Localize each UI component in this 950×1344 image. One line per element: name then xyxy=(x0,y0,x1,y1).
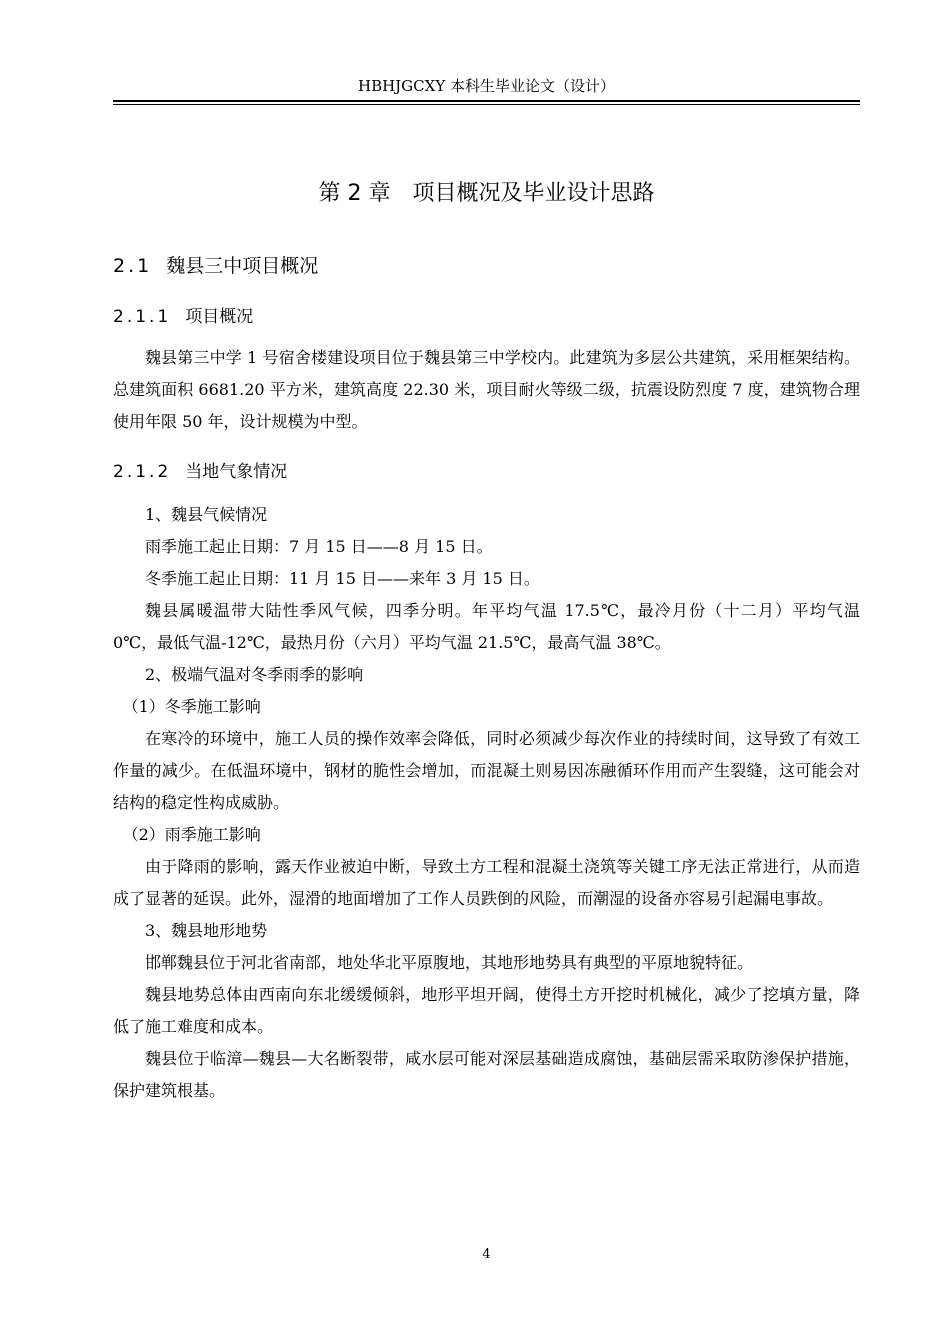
section-heading-2-1 xyxy=(113,253,318,279)
paragraph: 在寒冷的环境中，施工人员的操作效率会降低，同时必须减少每次作业的持续时间，这导致了有效工作量的减少。在低温环境中，钢材的脆性会增加，而混凝土则易因冻融循环作用而产生裂缝，这可能会对结构的稳定性构成威胁。 xyxy=(113,729,860,812)
project-overview-body xyxy=(113,342,860,438)
paragraph: 由于降雨的影响，露天作业被迫中断，导致土方工程和混凝土浇筑等关键工序无法正常进行，从而造成了显著的延误。此外，湿滑的地面增加了工作人员跌倒的风险，而潮湿的设备亦容易引起漏电事故。 xyxy=(113,857,860,908)
section-number: 2.1.1 xyxy=(113,307,172,327)
paragraph: 魏县属暖温带大陆性季风气候，四季分明。年平均气温 17.5℃，最冷月份（十二月）平均气温 0℃，最低气温-12℃，最热月份（六月）平均气温 21.5℃，最高气温 38℃。 xyxy=(113,601,860,652)
sub-heading: （1）冬季施工影响 xyxy=(122,697,261,716)
page-header: HBHJGCXY 本科生毕业论文（设计） xyxy=(357,77,615,95)
section-title: 项目概况 xyxy=(185,307,254,327)
chapter-title-text: 项目概况及毕业设计思路 xyxy=(412,181,655,206)
sub-heading: （2）雨季施工影响 xyxy=(122,825,261,844)
list-heading: 1、魏县气候情况 xyxy=(145,505,268,524)
chapter-title xyxy=(113,180,860,208)
header-rule-thin xyxy=(113,104,860,105)
section-number: 2.1.2 xyxy=(113,462,172,482)
paragraph: 魏县位于临漳—魏县—大名断裂带，咸水层可能对深层基础造成腐蚀，基础层需采取防渗保护措施，保护建筑根基。 xyxy=(113,1049,860,1100)
header-rule-thick xyxy=(113,100,860,102)
paragraph: 冬季施工起止日期：11 月 15 日——来年 3 月 15 日。 xyxy=(145,569,540,588)
section-heading-2-1-1 xyxy=(113,305,253,329)
list-heading: 3、魏县地形地势 xyxy=(145,921,268,940)
list-heading: 2、极端气温对冬季雨季的影响 xyxy=(145,665,364,684)
paragraph: 雨季施工起止日期：7 月 15 日——8 月 15 日。 xyxy=(145,537,493,556)
section-number: 2.1 xyxy=(113,255,153,277)
section-title: 魏县三中项目概况 xyxy=(166,255,319,277)
section-heading-2-1-2 xyxy=(113,460,287,484)
paragraph: 邯郸魏县位于河北省南部，地处华北平原腹地，其地形地势具有典型的平原地貌特征。 xyxy=(145,953,754,972)
weather-body xyxy=(113,499,860,1107)
chapter-number: 第 2 章 xyxy=(318,181,391,206)
page-number: 4 xyxy=(482,1247,491,1262)
paragraph: 魏县第三中学 1 号宿舍楼建设项目位于魏县第三中学校内。此建筑为多层公共建筑，采用框架结构。总建筑面积 6681.20 平方米，建筑高度 22.30 米，项目耐火等级二级，抗震设防烈度 7 度，建筑物合理使用年限 50 年，设计规模为中型。 xyxy=(113,348,860,431)
section-title: 当地气象情况 xyxy=(185,462,288,482)
paragraph: 魏县地势总体由西南向东北缓缓倾斜，地形平坦开阔，使得土方开挖时机械化，减少了挖填方量，降低了施工难度和成本。 xyxy=(113,985,860,1036)
